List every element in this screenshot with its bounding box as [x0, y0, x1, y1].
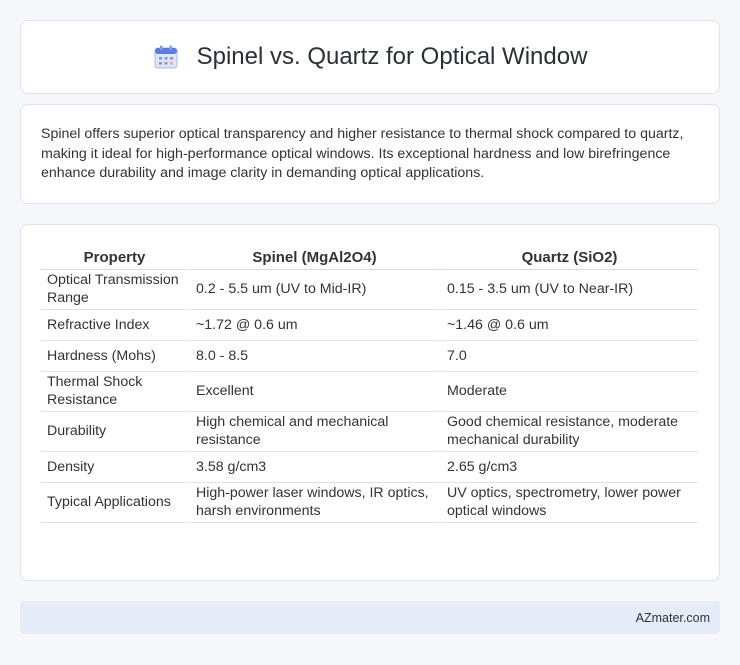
comparison-table [41, 243, 698, 523]
summary-card [20, 104, 720, 204]
footer-bar [20, 601, 720, 634]
spinel-cell: 8.0 - 8.5 [189, 340, 440, 371]
column-header-quartz: Quartz (SiO2) [440, 243, 698, 269]
footer-brand: AZmater.com [635, 610, 710, 625]
table-row [41, 411, 698, 451]
table-row [41, 340, 698, 371]
spinel-cell: High chemical and mechanical resistance [189, 411, 440, 451]
property-cell: Thermal Shock Resistance [41, 371, 189, 411]
spinel-cell: Excellent [189, 371, 440, 411]
table-row [41, 309, 698, 340]
page-title: Spinel vs. Quartz for Optical Window [196, 43, 588, 70]
title-card [20, 20, 720, 94]
quartz-cell: Moderate [440, 371, 698, 411]
spinel-cell: 0.2 - 5.5 um (UV to Mid-IR) [189, 269, 440, 309]
column-header-property: Property [41, 243, 189, 269]
property-cell: Durability [41, 411, 189, 451]
quartz-cell: 7.0 [440, 340, 698, 371]
summary-text: Spinel offers superior optical transparency and higher resistance to thermal shock compared to quartz, making it ideal for high-performance optical windows. Its exceptional hardness and low birefringence enhance durability and image clarity in demanding optical applications. [41, 126, 684, 182]
spinel-cell: ~1.72 @ 0.6 um [189, 309, 440, 340]
spinel-cell: High-power laser windows, IR optics, harsh environments [189, 482, 440, 522]
table-header-row [41, 243, 698, 269]
quartz-cell: ~1.46 @ 0.6 um [440, 309, 698, 340]
spinel-cell: 3.58 g/cm3 [189, 451, 440, 482]
comparison-table-card [20, 224, 720, 581]
property-cell: Hardness (Mohs) [41, 340, 189, 371]
quartz-cell: 0.15 - 3.5 um (UV to Near-IR) [440, 269, 698, 309]
table-row [41, 451, 698, 482]
calendar-icon [153, 44, 179, 70]
quartz-cell: UV optics, spectrometry, lower power optical windows [440, 482, 698, 522]
quartz-cell: 2.65 g/cm3 [440, 451, 698, 482]
table-row [41, 371, 698, 411]
table-row [41, 482, 698, 522]
property-cell: Refractive Index [41, 309, 189, 340]
property-cell: Optical Transmission Range [41, 269, 189, 309]
table-row [41, 269, 698, 309]
quartz-cell: Good chemical resistance, moderate mechanical durability [440, 411, 698, 451]
column-header-spinel: Spinel (MgAl2O4) [189, 243, 440, 269]
property-cell: Typical Applications [41, 482, 189, 522]
property-cell: Density [41, 451, 189, 482]
